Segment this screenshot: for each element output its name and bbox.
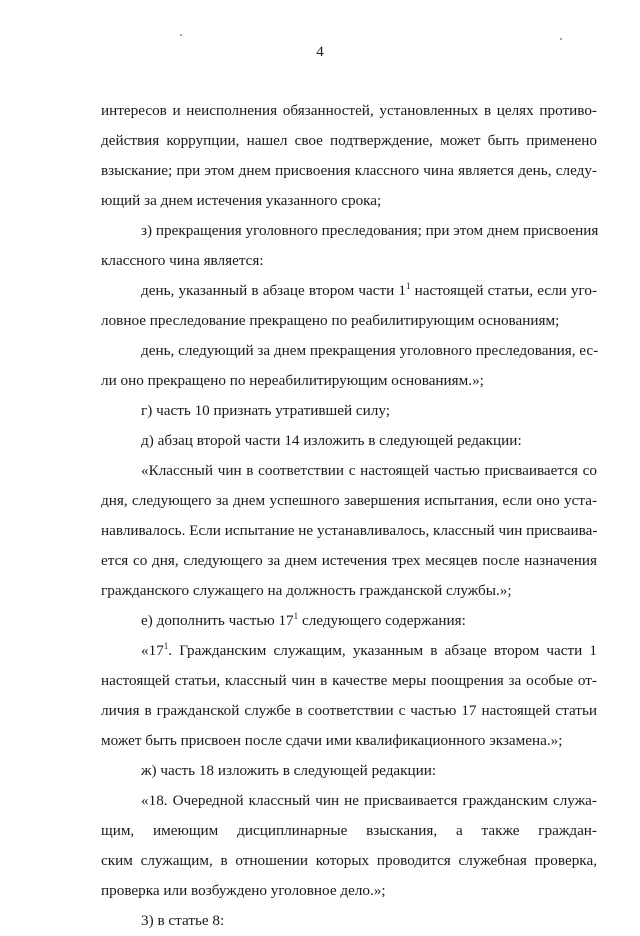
text-line [101,606,597,636]
text-line: интересов и неисполнения обязанностей, установленных в целях противо- [101,102,597,119]
superscript: 1 [406,281,411,291]
text-line: действия коррупции, нашел свое подтверждение, может быть применено [101,132,597,149]
text-line: д) абзац второй части 14 изложить в следующей редакции: [141,432,522,449]
text-line: проверка или возбуждено уголовное дело.»; [101,882,386,899]
text-line: навливалось. Если испытание не устанавливалось, классный чин присваива- [101,522,598,539]
text-line: «18. Очередной классный чин не присваивается гражданским служа- [141,792,597,809]
text-fragment: настоящей статьи, если уго- [414,282,598,299]
text-line: дня, следующего за днем успешного завершения испытания, если оно уста- [101,492,597,509]
text-line: день, следующий за днем прекращения уголовного преследования, ес- [141,342,599,359]
text-line [101,636,597,666]
text-line: может быть присвоен после сдачи ими квалификационного экзамена.»; [101,732,563,749]
text-line: взыскание; при этом днем присвоения классного чина является день, следу- [101,162,597,179]
page-number: 4 [316,44,324,60]
text-line: настоящей статьи, классный чин в качестве меры поощрения за особые от- [101,672,597,689]
text-line [101,276,597,306]
text-fragment: следующего содержания: [301,612,466,629]
text-line: «Классный чин в соответствии с настоящей частью присваивается со [141,462,597,479]
scan-artifact [180,34,182,36]
text-line: г) часть 10 признать утратившей силу; [141,402,390,419]
text-line: 3) в статье 8: [141,912,225,929]
text-line: ским служащим, в отношении которых проводится служебная проверка, [101,852,597,869]
text-fragment: «17 [141,642,164,659]
text-fragment: е) дополнить частью 17 [141,612,294,629]
text-line: личия в гражданской службе в соответствии с частью 17 настоящей статьи [101,702,597,719]
text-line: классного чина является: [101,252,264,269]
text-fragment: день, указанный в абзаце втором части 1 [141,282,406,299]
text-fragment: . Гражданским служащим, указанным в абзаце втором части 1 [168,642,597,659]
text-line: з) прекращения уголовного преследования; при этом днем присвоения [141,222,599,239]
text-line: гражданского служащего на должность гражданской службы.»; [101,582,512,599]
text-line: ющий за днем истечения указанного срока; [101,192,382,209]
scan-artifact [560,38,562,40]
superscript: 1 [163,641,169,651]
text-line: ловное преследование прекращено по реабилитирующим основаниям; [101,312,560,329]
superscript: 1 [293,611,299,621]
text-line: ли оно прекращено по нереабилитирующим основаниям.»; [101,372,484,389]
text-line: ж) часть 18 изложить в следующей редакции: [141,762,437,779]
document-body [101,96,597,936]
text-line: ется со дня, следующего за днем истечения трех месяцев после назначения [101,552,597,569]
text-line: щим, имеющим дисциплинарные взыскания, а также граждан- [101,822,597,839]
